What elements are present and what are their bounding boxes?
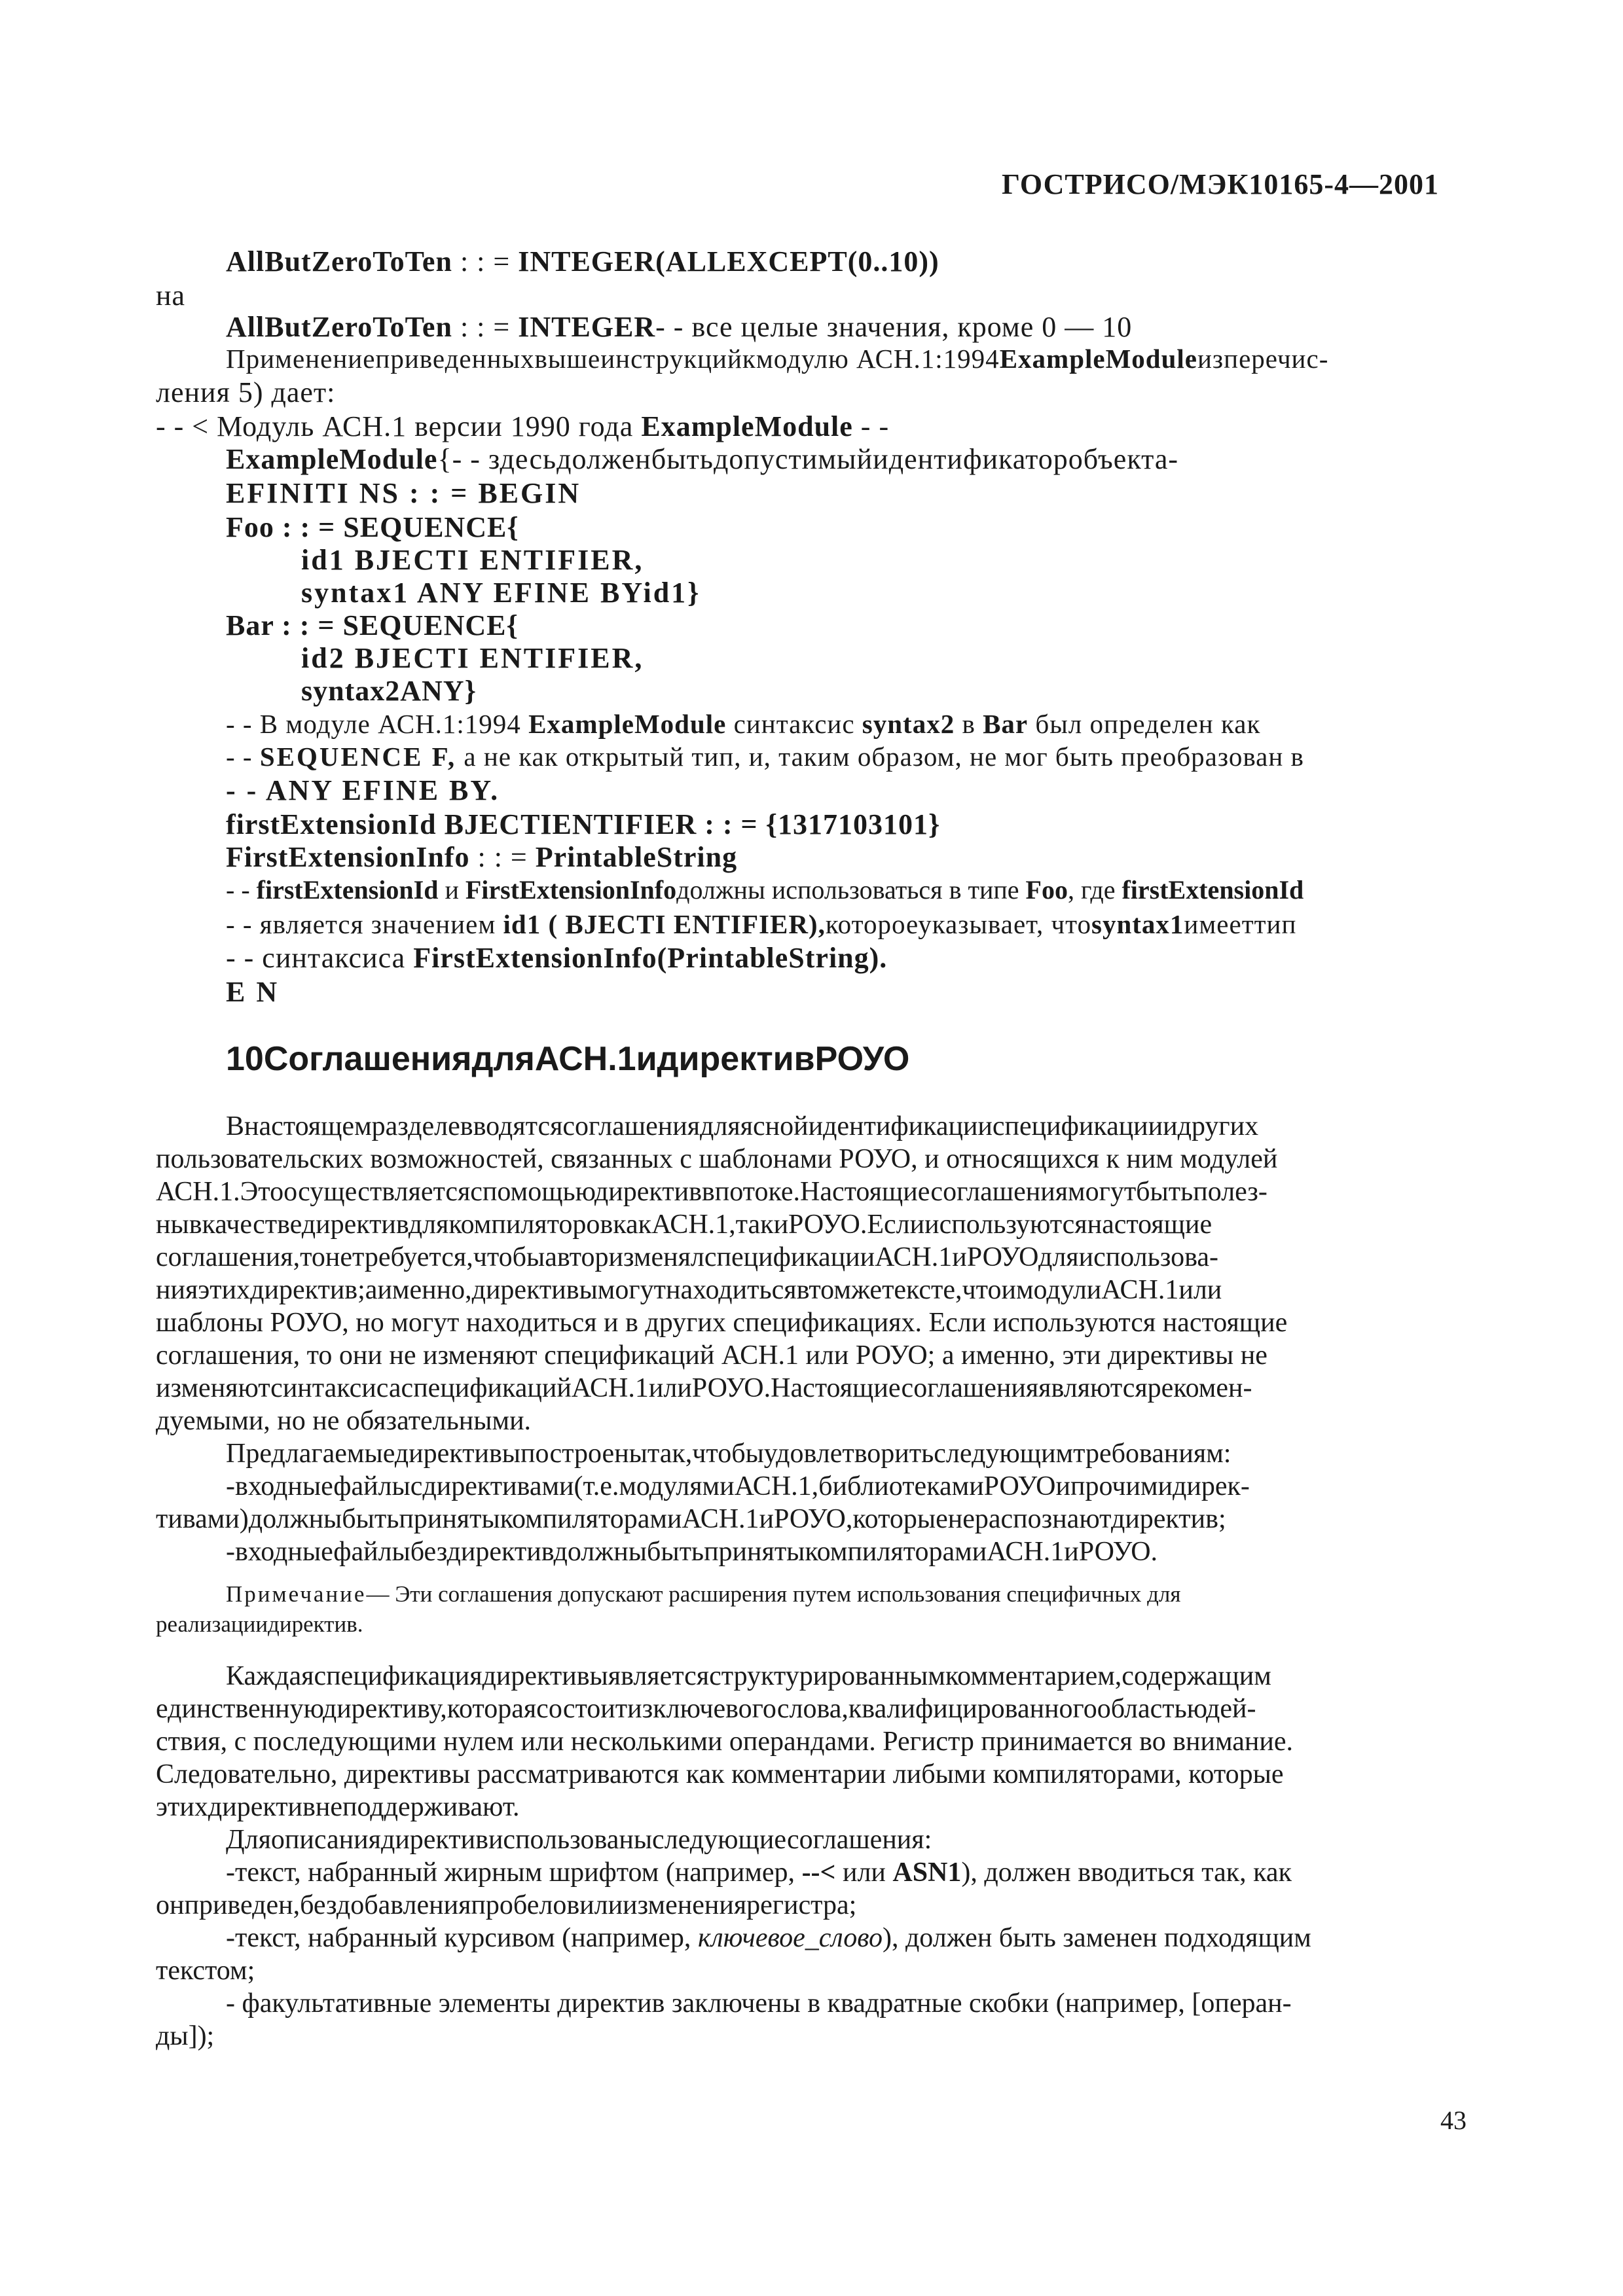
code-line	[226, 978, 279, 1007]
code-line	[301, 546, 644, 575]
note-label: Примечание	[226, 1581, 367, 1607]
standard-id: ГОСТРИСО/МЭК10165-4—2001	[1002, 168, 1440, 200]
code-token: - - < Модуль АСН.1 версии 1990 года	[156, 410, 642, 442]
code-line	[226, 776, 500, 805]
text-span: ASN1	[892, 1857, 962, 1888]
text-span: -текст, набранный жирным шрифтом (например,	[226, 1857, 802, 1888]
code-token: - - все целые значения, кроме 0 — 10	[655, 311, 1133, 343]
code-token: id2 BJECTI ENTIFIER,	[301, 642, 644, 674]
code-token: firstExtensionId	[256, 875, 439, 905]
code-token: ExampleModule	[641, 410, 853, 442]
code-token: syntax1 ANY EFINE BYid1}	[301, 577, 701, 609]
text-line: нияэтихдиректив;аименно,директивымогутнаходитьсявтомжетексте,чтоимодулиАСН.1или	[156, 1275, 1222, 1305]
code-token: ления 5) дает:	[156, 376, 336, 408]
code-token: - -	[852, 410, 890, 442]
code-token: PrintableString	[535, 841, 738, 873]
code-line	[301, 677, 477, 706]
code-token: AllButZeroToTen	[226, 245, 452, 278]
code-token: был определен как	[1028, 709, 1261, 739]
text-line	[226, 1583, 1181, 1605]
code-line	[226, 479, 581, 508]
code-token: на	[156, 279, 186, 312]
code-line	[156, 281, 185, 310]
text-span: ключевое_слово	[697, 1923, 883, 1953]
text-line: Дляописаниядирективиспользованыследующиесоглашения:	[226, 1825, 932, 1855]
code-token: ExampleModule	[999, 344, 1197, 374]
text-line: Внастоящемразделевводятсясоглашениядляяснойидентификацииспецификацииидругих	[226, 1111, 1259, 1141]
code-line	[226, 711, 1260, 738]
code-token: Применениеприведенныхвышеинструкцийкмодулю АСН.1:1994	[226, 344, 1000, 374]
code-token: firstExtensionId BJECTIENTIFIER : : = {1317103101}	[226, 808, 941, 840]
text-line: нывкачестведирективдлякомпиляторовкакАСН.1,такиРОУО.Еслииспользуютсянастоящие	[156, 1210, 1213, 1240]
code-token: - - является значением	[226, 909, 503, 939]
text-line: шаблоны РОУО, но могут находиться и в других спецификациях. Если используются настоящие	[156, 1308, 1288, 1338]
code-token: INTEGER(ALLEXCEPT(0..10))	[518, 245, 939, 278]
code-token: должны использоваться в типе	[676, 875, 1026, 905]
code-line	[226, 346, 1328, 372]
note-text: — Эти соглашения допускают расширения путем использования специфичных для	[366, 1581, 1181, 1607]
text-line: -входныефайлыбездирективдолжныбытьпринятыкомпиляторамиАСН.1иРОУО.	[226, 1537, 1158, 1567]
code-token: id1 BJECTI ENTIFIER,	[301, 544, 644, 576]
code-token: Foo	[1025, 875, 1068, 905]
text-line: -входныефайлысдирективами(т.е.модулямиАСН.1,библиотекамиРОУОипрочимидирек-	[226, 1471, 1250, 1501]
text-line: этихдирективнеподдерживают.	[156, 1792, 520, 1822]
code-token: : : =	[452, 311, 519, 343]
code-token: : : =	[469, 841, 536, 873]
code-line	[226, 611, 519, 640]
code-token: в	[955, 709, 983, 739]
code-token: E N	[226, 976, 280, 1008]
code-token: Foo : : = SEQUENCE{	[226, 511, 519, 543]
text-line: АСН.1.Этоосуществляетсяспомощьюдирективвпотоке.Настоящиесоглашениямогутбытьполез-	[156, 1177, 1267, 1207]
text-line: единственнуюдирективу,котораясостоитизключевогослова,квалифицированногообластьюдей-	[156, 1694, 1256, 1724]
text-line: соглашения,тонетребуется,чтобыавторизменялспецификацииАСН.1иРОУОдляиспользова-	[156, 1242, 1219, 1272]
code-token: - -	[226, 875, 257, 905]
code-line	[226, 513, 519, 542]
document-header	[1002, 170, 1439, 199]
code-token: syntax2ANY}	[301, 675, 477, 707]
list-item: - факультативные элементы директив заключены в квадратные скобки (например, [операн-	[226, 1988, 1292, 2018]
text-span: или	[835, 1857, 893, 1888]
text-line: Предлагаемыедирективыпостроенытак,чтобыудовлетворитьследующимтребованиям:	[226, 1439, 1231, 1469]
text-line: соглашения, то они не изменяют спецификаций АСН.1 или РОУО; а именно, эти директивы не	[156, 1340, 1267, 1371]
code-token: syntax2	[862, 709, 955, 739]
code-line	[226, 877, 1304, 903]
code-line	[301, 644, 644, 673]
text-line: дуемыми, но не обязательными.	[156, 1406, 532, 1436]
code-token: и	[438, 875, 465, 905]
text-line: Каждаяспецификациядирективыявляетсяструктурированнымкомментарием,содержащим	[226, 1661, 1271, 1691]
code-line	[301, 579, 701, 607]
code-token: FirstExtensionInfo(PrintableString).	[413, 942, 888, 974]
code-token: FirstExtensionInfo	[465, 875, 677, 905]
code-token: имееттип	[1184, 909, 1297, 939]
code-token: : : =	[452, 245, 519, 278]
text-line: реализациидиректив.	[156, 1611, 363, 1637]
text-line: пользовательских возможностей, связанных с шаблонами РОУО, и относящихся к ним модулей	[156, 1144, 1278, 1174]
code-token: ExampleModule	[226, 443, 438, 475]
section-title: 10СоглашениядляАСН.1идирективРОУО	[226, 1040, 910, 1078]
code-line	[226, 944, 887, 973]
code-line	[226, 810, 940, 839]
code-token: - - синтаксиса	[226, 942, 414, 974]
text-line: ствия, с последующими нулем или несколькими операндами. Регистр принимается во внимание.	[156, 1727, 1294, 1757]
code-line	[226, 247, 939, 276]
page-number: 43	[1440, 2106, 1467, 2135]
code-token: , где	[1067, 875, 1122, 905]
code-token: котороеуказывает, что	[825, 909, 1091, 939]
text-span: ), должен вводиться так, как	[961, 1857, 1292, 1888]
text-line: онприведен,бездобавленияпробеловилиизменениярегистра;	[156, 1890, 857, 1920]
code-token: EFINITI NS : : = BEGIN	[226, 477, 581, 509]
text-line: изменяютсинтаксисаспецификацийАСН.1илиРОУО.Настоящиесоглашенияявляютсярекомен-	[156, 1373, 1252, 1403]
list-item	[226, 1859, 1292, 1886]
text-span: -текст, набранный курсивом (например,	[226, 1923, 698, 1953]
list-item	[226, 1924, 1311, 1952]
section-heading	[226, 1042, 909, 1076]
code-token: Bar : : = SEQUENCE{	[226, 609, 519, 641]
code-token: а не как открытый тип, и, таким образом, не мог быть преобразован в	[456, 742, 1304, 772]
code-token: - -	[226, 742, 260, 772]
code-token: ExampleModule	[528, 709, 727, 739]
code-line	[226, 313, 1132, 342]
code-token: FirstExtensionInfo	[226, 841, 470, 873]
code-token: Bar	[983, 709, 1029, 739]
code-line	[156, 378, 335, 407]
code-token: firstExtensionId	[1122, 875, 1304, 905]
code-line	[226, 843, 737, 872]
text-span: ), должен быть заменен подходящим	[882, 1923, 1311, 1953]
text-line: текстом;	[156, 1956, 255, 1986]
code-line	[226, 744, 1304, 770]
code-line	[156, 412, 889, 441]
code-token: syntax1	[1091, 909, 1184, 939]
text-line: ды]);	[156, 2021, 215, 2051]
code-token: SEQUENCE F,	[259, 742, 457, 772]
code-token: - - ANY EFINE BY.	[226, 774, 500, 806]
code-token: id1 ( BJECTI ENTIFIER),	[503, 909, 826, 939]
code-line	[226, 911, 1296, 938]
code-token: синтаксис	[726, 709, 862, 739]
code-token: - - В модуле АСН.1:1994	[226, 709, 529, 739]
text-span: --<	[801, 1857, 836, 1888]
text-line: тивами)должныбытьпринятыкомпиляторамиАСН.1иРОУО,которыенераспознаютдиректив;	[156, 1504, 1226, 1534]
code-token: INTEGER	[518, 311, 656, 343]
code-line	[226, 445, 1178, 474]
code-token: изперечис-	[1197, 344, 1329, 374]
code-token: {- - здесьдолженбытьдопустимыйидентификаторобъекта-	[437, 443, 1179, 475]
code-token: AllButZeroToTen	[226, 311, 452, 343]
text-line: Следовательно, директивы рассматриваются как комментарии либыми компиляторами, которые	[156, 1759, 1284, 1789]
